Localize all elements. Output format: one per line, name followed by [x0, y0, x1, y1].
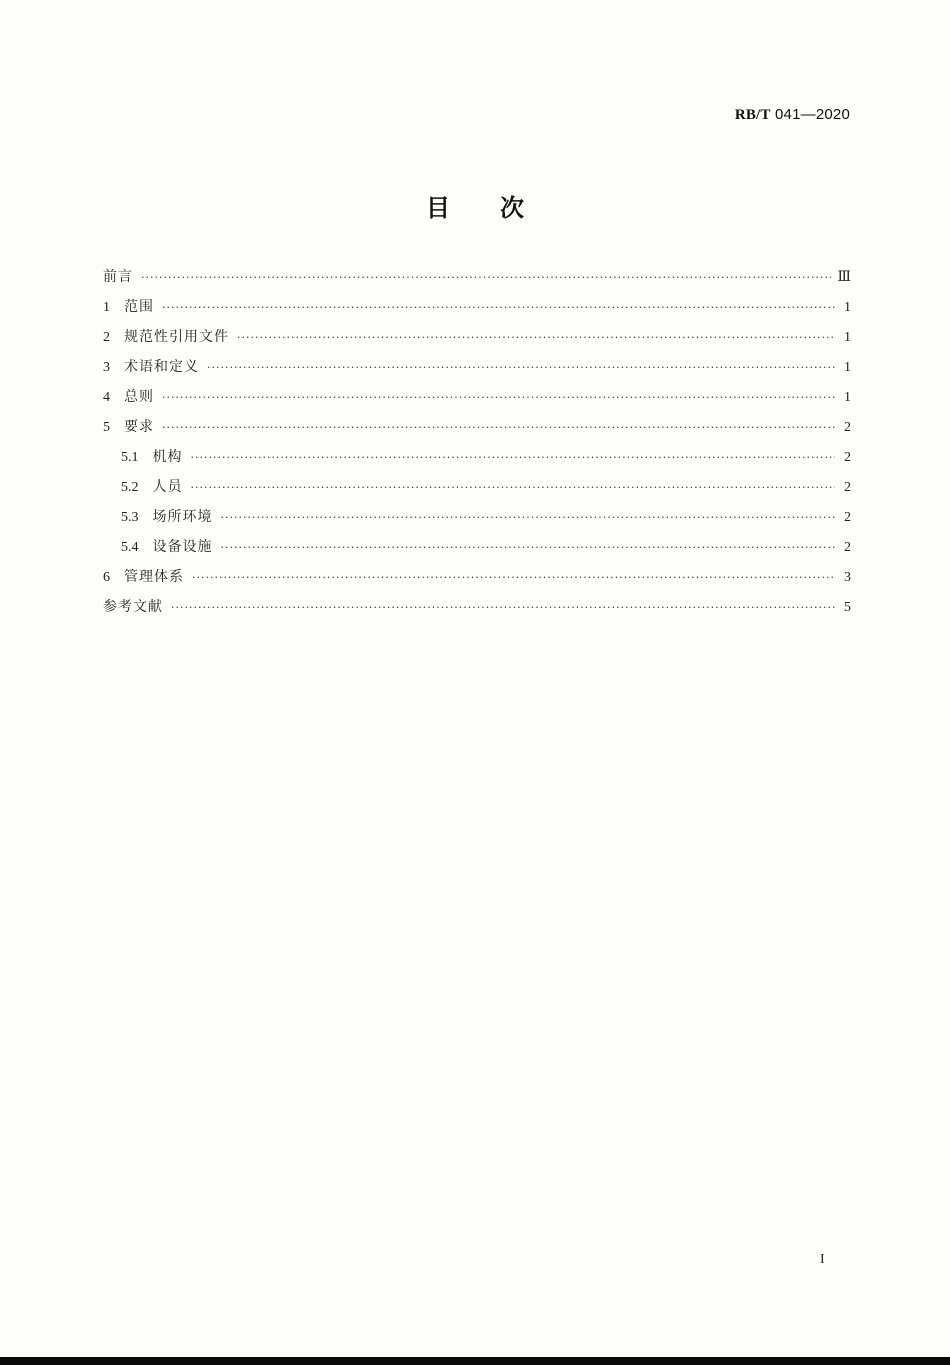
- toc-entry-premises-environment[interactable]: [103, 506, 851, 536]
- toc-entry-requirements[interactable]: [103, 416, 851, 446]
- toc-dot-leader: [162, 421, 835, 434]
- toc-entry-label: 要求: [124, 419, 154, 435]
- toc-entry-bibliography[interactable]: [103, 596, 851, 626]
- toc-entry-normative-references[interactable]: [103, 326, 851, 356]
- toc-entry-equipment-facilities[interactable]: [103, 536, 851, 566]
- toc-entry-number: 3: [103, 360, 110, 375]
- toc-dot-leader: [237, 331, 835, 344]
- toc-entry-page: 3: [844, 570, 851, 585]
- toc-entry-number: 4: [103, 390, 110, 405]
- toc-entry-scope[interactable]: [103, 296, 851, 326]
- toc-dot-leader: [221, 541, 836, 554]
- toc-dot-leader: [171, 601, 835, 614]
- toc-entry-terms-definitions[interactable]: [103, 356, 851, 386]
- toc-entry-label: 场所环境: [152, 509, 213, 525]
- toc-dot-leader: [141, 271, 831, 284]
- toc-entry-page: 2: [844, 480, 851, 495]
- toc-entry-label: 设备设施: [152, 539, 213, 555]
- toc-dot-leader: [192, 571, 835, 584]
- toc-entry-page: 1: [844, 330, 851, 345]
- toc-entry-management-system[interactable]: [103, 566, 851, 596]
- toc-entry-personnel[interactable]: [103, 476, 851, 506]
- toc-dot-leader: [221, 511, 836, 524]
- document-code: [735, 106, 850, 124]
- table-of-contents: [103, 266, 851, 626]
- toc-entry-page: 2: [844, 420, 851, 435]
- toc-entry-label: 范围: [124, 299, 154, 315]
- toc-entry-page: Ⅲ: [837, 270, 851, 285]
- toc-entry-label: 总则: [124, 389, 154, 405]
- toc-dot-leader: [207, 361, 835, 374]
- toc-entry-page: 2: [844, 540, 851, 555]
- toc-title: 目次: [426, 194, 574, 222]
- toc-entry-label: 机构: [152, 449, 183, 465]
- toc-entry-foreword[interactable]: [103, 266, 851, 296]
- toc-entry-number: 5.4: [121, 540, 139, 555]
- toc-entry-label: 规范性引用文件: [124, 329, 229, 345]
- toc-entry-general[interactable]: [103, 386, 851, 416]
- toc-entry-page: 1: [844, 300, 851, 315]
- toc-dot-leader: [162, 391, 835, 404]
- toc-entry-organization[interactable]: [103, 446, 851, 476]
- toc-entry-page: 2: [844, 510, 851, 525]
- toc-entry-label: 人员: [152, 479, 183, 495]
- toc-entry-page: 1: [844, 360, 851, 375]
- toc-entry-label: 术语和定义: [124, 359, 199, 375]
- toc-dot-leader: [162, 301, 835, 314]
- toc-entry-number: 5: [103, 420, 110, 435]
- document-code-prefix: RB/T: [734, 107, 771, 123]
- toc-entry-number: 6: [103, 570, 110, 585]
- toc-entry-number: 5.2: [121, 480, 139, 495]
- toc-entry-label: 管理体系: [124, 569, 184, 585]
- toc-entry-page: 1: [844, 390, 851, 405]
- toc-entry-page: 5: [844, 600, 851, 615]
- toc-entry-label: 前言: [103, 269, 133, 285]
- toc-entry-number: 5.3: [121, 510, 139, 525]
- toc-entry-number: 5.1: [121, 450, 139, 465]
- scan-edge: [0, 1357, 950, 1365]
- toc-dot-leader: [191, 451, 836, 464]
- page-number: I: [820, 1252, 825, 1267]
- document-code-number: 041—2020: [775, 106, 850, 123]
- toc-entry-page: 2: [844, 450, 851, 465]
- toc-entry-label: 参考文献: [103, 599, 163, 615]
- toc-entry-number: 1: [103, 300, 110, 315]
- toc-entry-number: 2: [103, 330, 110, 345]
- toc-dot-leader: [191, 481, 836, 494]
